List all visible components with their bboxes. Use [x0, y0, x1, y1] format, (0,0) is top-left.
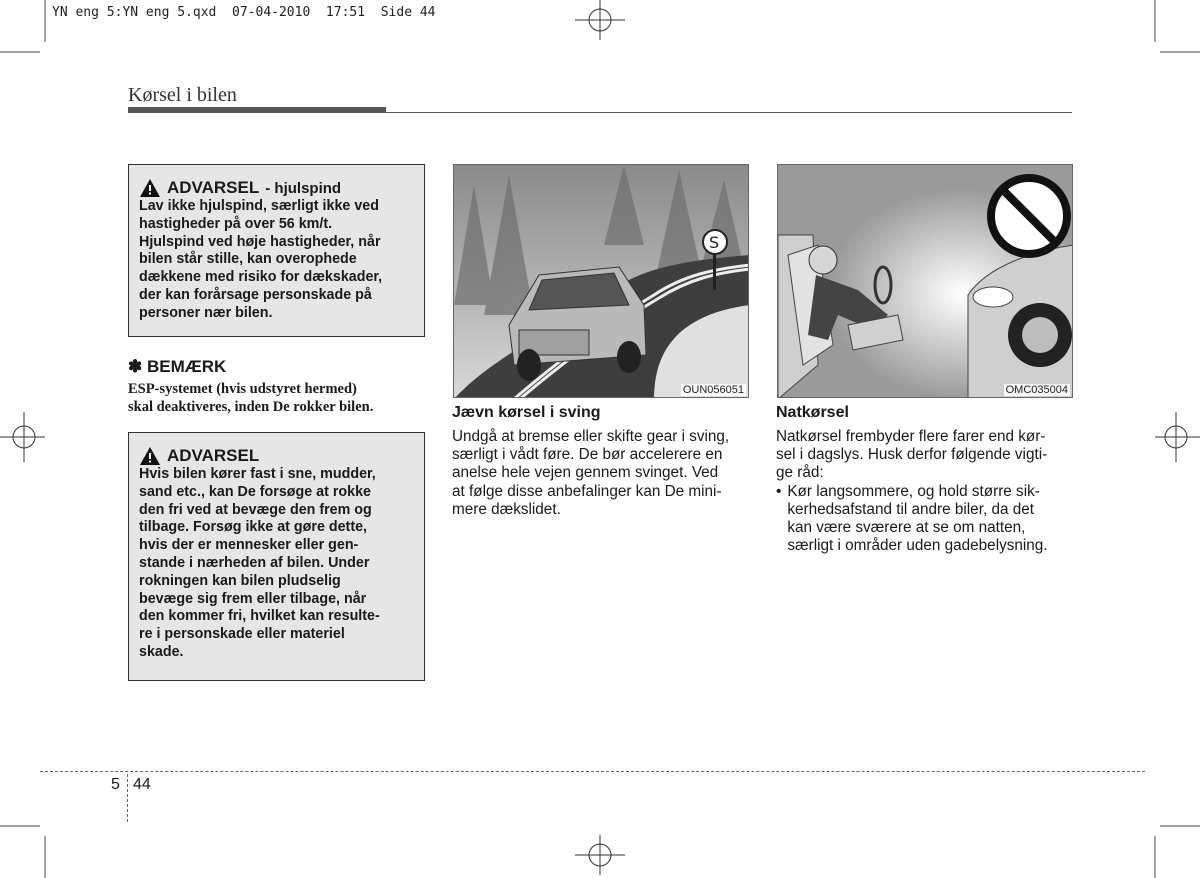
warning-box-wheelspin — [128, 164, 425, 337]
bullet-item — [776, 483, 1073, 556]
warning-line: stande i nærheden af bilen. Under — [139, 554, 370, 571]
warning-text — [139, 198, 414, 323]
warning-line: personer nær bilen. — [139, 304, 273, 321]
warning-line: hvis der er mennesker eller gen- — [139, 537, 359, 554]
warning-line: dækkene med risiko for dækskader, — [139, 269, 383, 286]
warning-title-row — [139, 178, 414, 198]
warning-line: der kan forårsage personskade på — [139, 286, 372, 303]
warning-line: den fri ved at bevæge den frem og — [139, 501, 372, 518]
warning-line: Hjulspind ved høje hastigheder, når — [139, 233, 381, 250]
footer-dashed-rule — [40, 771, 1145, 772]
section-title-curves: Jævn kørsel i sving — [452, 404, 601, 421]
section-text-curves — [452, 428, 749, 519]
figure-night-driving — [777, 164, 1073, 398]
warning-line: tilbage. Forsøg ikke at gøre dette, — [139, 519, 368, 536]
section-title-night: Natkørsel — [776, 404, 849, 421]
text-line: sel i dagslys. Husk derfor følgende vigti- — [776, 446, 1048, 464]
figure-code: OMC035004 — [1005, 384, 1068, 396]
bullet-mark: • — [776, 482, 782, 500]
note-line: ESP-systemet (hvis udstyret hermed) — [128, 381, 357, 397]
text-line: Kør langsommere, og hold større sik- — [787, 482, 1040, 500]
warning-title: ADVARSEL — [167, 446, 260, 465]
svg-text:S: S — [709, 233, 720, 252]
header-rule-thick — [128, 107, 386, 113]
warning-line: bevæge sig frem eller tilbage, når — [139, 590, 367, 607]
note-text — [128, 380, 425, 416]
warning-triangle-icon — [139, 178, 161, 198]
text-line: kerhedsafstand til andre biler, da det — [787, 500, 1034, 518]
chapter-header-title: Kørsel i bilen — [128, 84, 237, 106]
text-line: ge råd: — [776, 464, 824, 482]
warning-line: Hvis bilen kører fast i sne, mudder, — [139, 466, 376, 482]
warning-title-row — [139, 446, 414, 466]
footer-dashed-divider — [127, 774, 128, 822]
car-on-curve-illustration — [454, 165, 749, 398]
footer-page-number: 44 — [133, 776, 151, 793]
figure-code: OUN056051 — [682, 384, 744, 396]
warning-text — [139, 466, 414, 662]
text-line: særligt i vådt føre. De bør accelerere en — [452, 446, 723, 464]
warning-triangle-icon — [139, 446, 161, 466]
text-line: mere dækslidet. — [452, 500, 561, 518]
warning-line: Lav ikke hjulspind, særligt ikke ved — [139, 198, 379, 214]
text-line: anelse hele vejen gennem svinget. Ved — [452, 464, 719, 482]
print-slug: YN eng 5:YN eng 5.qxd 07-04-2010 17:51 Side 44 — [52, 5, 436, 20]
note-line: skal deaktiveres, inden De rokker bilen. — [128, 399, 374, 415]
warning-title: ADVARSEL — [167, 178, 260, 197]
figure-car-curve — [453, 164, 749, 398]
warning-line: bilen står stille, kan overophede — [139, 251, 357, 268]
header-rule-thin — [386, 112, 1072, 113]
note-title: ✽ BEMÆRK — [128, 357, 227, 376]
warning-line: sand etc., kan De forsøge at rokke — [139, 483, 372, 500]
text-line: kan være sværere at se om natten, — [787, 519, 1026, 537]
night-driving-illustration — [778, 165, 1073, 398]
warning-subtitle: - hjulspind — [265, 179, 342, 197]
warning-line: hastigheder på over 56 km/t. — [139, 215, 333, 232]
bullet-text — [787, 483, 1073, 556]
warning-line: rokningen kan bilen pludselig — [139, 572, 341, 589]
warning-line: re i personskade eller materiel — [139, 626, 345, 643]
warning-box-rocking — [128, 432, 425, 681]
text-line: Natkørsel frembyder flere farer end kør- — [776, 428, 1046, 445]
prohibited-icon — [991, 178, 1067, 254]
text-line: at følge disse anbefalinger kan De mini- — [452, 482, 722, 500]
warning-line: den kommer fri, hvilket kan resulte- — [139, 608, 380, 625]
footer-chapter-number: 5 — [111, 776, 120, 793]
text-line: Undgå at bremse eller skifte gear i sving, — [452, 428, 730, 445]
text-line: særligt i områder uden gadebelysning. — [787, 537, 1048, 555]
section-text-night — [776, 428, 1073, 555]
warning-line: skade. — [139, 643, 184, 660]
